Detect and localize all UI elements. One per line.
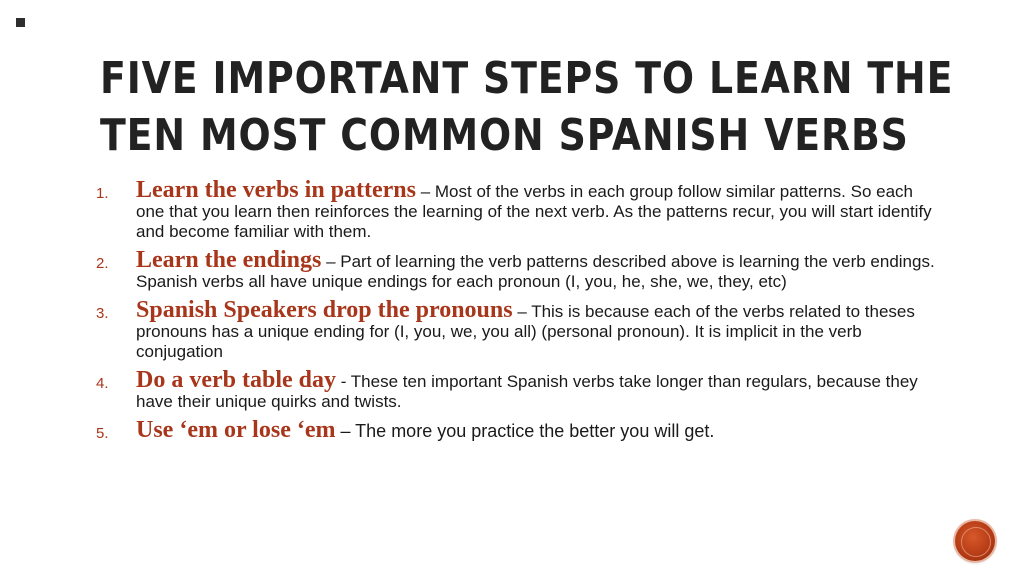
- step-heading: Learn the endings: [136, 247, 322, 273]
- circle-ring-decoration: [961, 527, 991, 557]
- slide-number-circle: [955, 521, 995, 561]
- step-item-1: [96, 177, 946, 242]
- step-heading: Learn the verbs in patterns: [136, 177, 416, 203]
- step-number: 5.: [96, 425, 109, 442]
- slide-title: [100, 50, 954, 164]
- step-number: 2.: [96, 255, 109, 272]
- step-description: – Most of the verbs in each group follow similar patterns. So each one that you learn then reinforces the learning of the next verb. As the patterns recur, you will start identify and become familiar with them.: [136, 182, 932, 241]
- step-item-4: [96, 367, 946, 412]
- step-number: 3.: [96, 305, 109, 322]
- step-heading: Spanish Speakers drop the pronouns: [136, 297, 513, 323]
- step-description: - These ten important Spanish verbs take longer than regulars, because they have their unique quirks and twists.: [136, 372, 918, 411]
- step-heading: Use ‘em or lose ‘em: [136, 417, 336, 443]
- title-line-1: FIVE IMPORTANT STEPS TO LEARN THE: [100, 53, 954, 104]
- corner-marker: [16, 18, 25, 27]
- step-number: 1.: [96, 185, 109, 202]
- step-description: – This is because each of the verbs related to theses pronouns has a unique ending for (I, you, we, you all) (personal pronoun). It is implicit in the verb conjugation: [136, 302, 915, 361]
- step-item-2: [96, 247, 946, 292]
- title-line-2: TEN MOST COMMON SPANISH VERBS: [100, 110, 909, 161]
- step-item-5: [96, 417, 946, 443]
- step-item-3: [96, 297, 946, 362]
- steps-list: [96, 177, 946, 450]
- step-description: – Part of learning the verb patterns described above is learning the verb endings. Spanish verbs all have unique endings for each pronoun (I, you, he, she, we, they, etc): [136, 252, 935, 291]
- step-heading: Do a verb table day: [136, 367, 336, 393]
- step-description: – The more you practice the better you will get.: [335, 421, 715, 441]
- step-number: 4.: [96, 375, 109, 392]
